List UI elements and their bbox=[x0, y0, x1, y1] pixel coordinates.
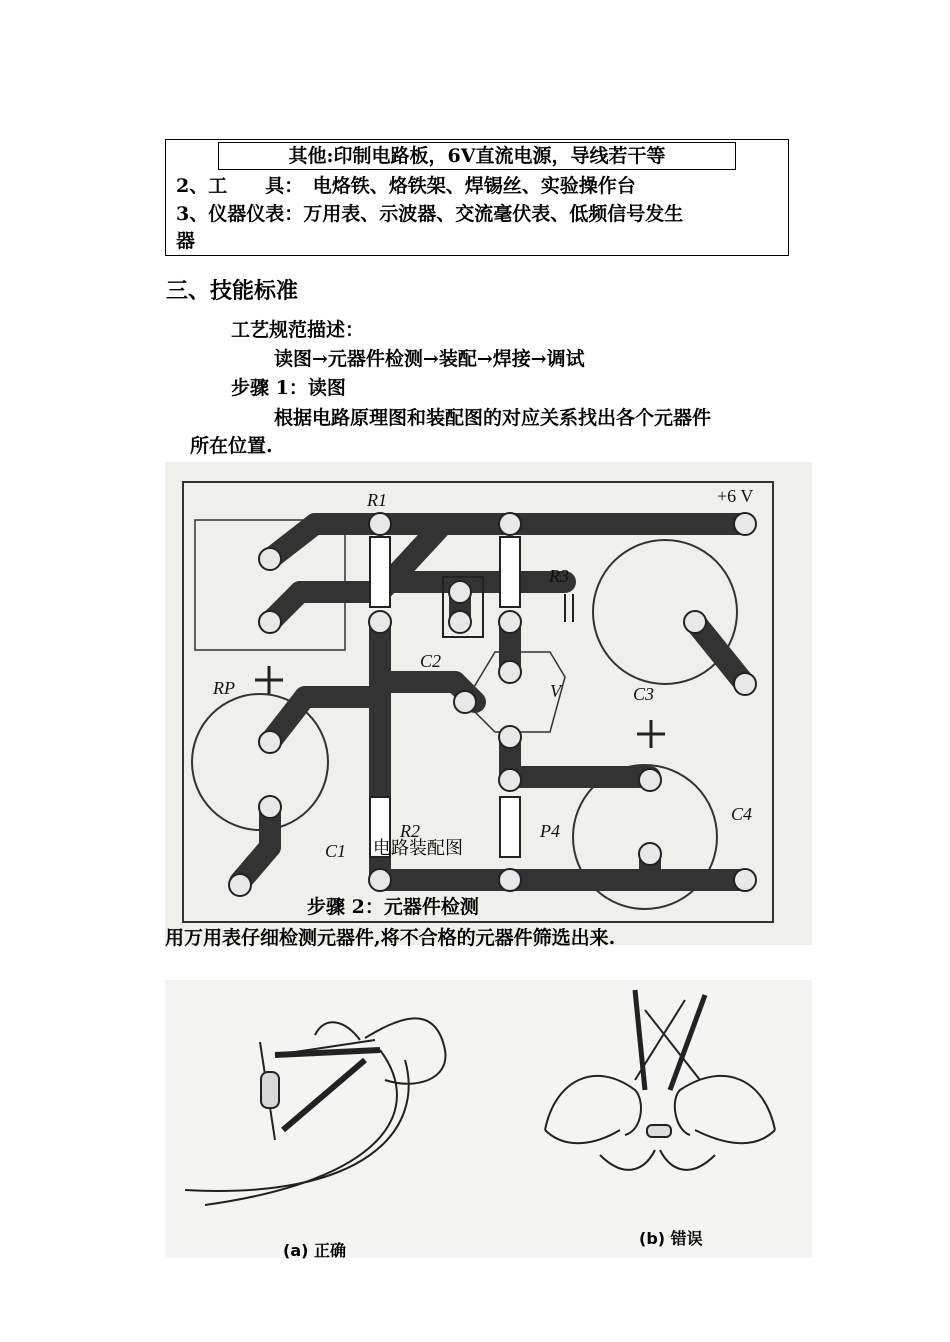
label-r2: R2 bbox=[400, 821, 420, 841]
instruments-line-2: 器 bbox=[176, 230, 196, 252]
other-materials-cell: 其他:印制电路板，6V直流电源，导线若干等 bbox=[218, 142, 736, 170]
step2-desc: 用万用表仔细检测元器件,将不合格的元器件筛选出来. bbox=[165, 927, 616, 949]
step1-desc-line1: 根据电路原理图和装配图的对应关系找出各个元器件 bbox=[274, 407, 712, 429]
materials-table bbox=[165, 139, 789, 256]
label-c3: C3 bbox=[633, 684, 655, 704]
label-c4: C4 bbox=[731, 804, 753, 824]
label-rp: RP bbox=[213, 678, 235, 698]
label-c1: C1 bbox=[325, 841, 347, 861]
tools-line: 2、工 具： 电烙铁、烙铁架、焊锡丝、实验操作台 bbox=[176, 175, 636, 197]
probe-usage-figure bbox=[165, 980, 812, 1258]
label-c2: C2 bbox=[420, 651, 442, 671]
process-label: 工艺规范描述： bbox=[231, 319, 365, 341]
label-r3: R3 bbox=[549, 566, 569, 586]
step1-title: 步骤 1：读图 bbox=[231, 377, 346, 399]
process-flow: 读图→元器件检测→装配→焊接→调试 bbox=[274, 348, 585, 370]
step2-title: 步骤 2：元器件检测 bbox=[307, 896, 479, 918]
label-v: V bbox=[550, 681, 561, 701]
label-r1: R1 bbox=[367, 490, 387, 510]
instruments-line-1: 3、仪器仪表：万用表、示波器、交流毫伏表、低频信号发生 bbox=[176, 203, 684, 225]
label-p4: P4 bbox=[540, 821, 560, 841]
pcb-figure-caption: 电路装配图 bbox=[373, 838, 463, 859]
label-6v: +6 V bbox=[717, 486, 754, 506]
section-title: 三、技能标准 bbox=[166, 278, 299, 304]
caption-a: (a) 正确 bbox=[283, 1241, 346, 1260]
step1-desc-line2: 所在位置. bbox=[190, 435, 273, 457]
probe-drawing bbox=[165, 980, 812, 1258]
pcb-drawing bbox=[165, 462, 812, 945]
pcb-assembly-figure bbox=[165, 462, 812, 945]
caption-b: (b) 错误 bbox=[639, 1229, 703, 1248]
